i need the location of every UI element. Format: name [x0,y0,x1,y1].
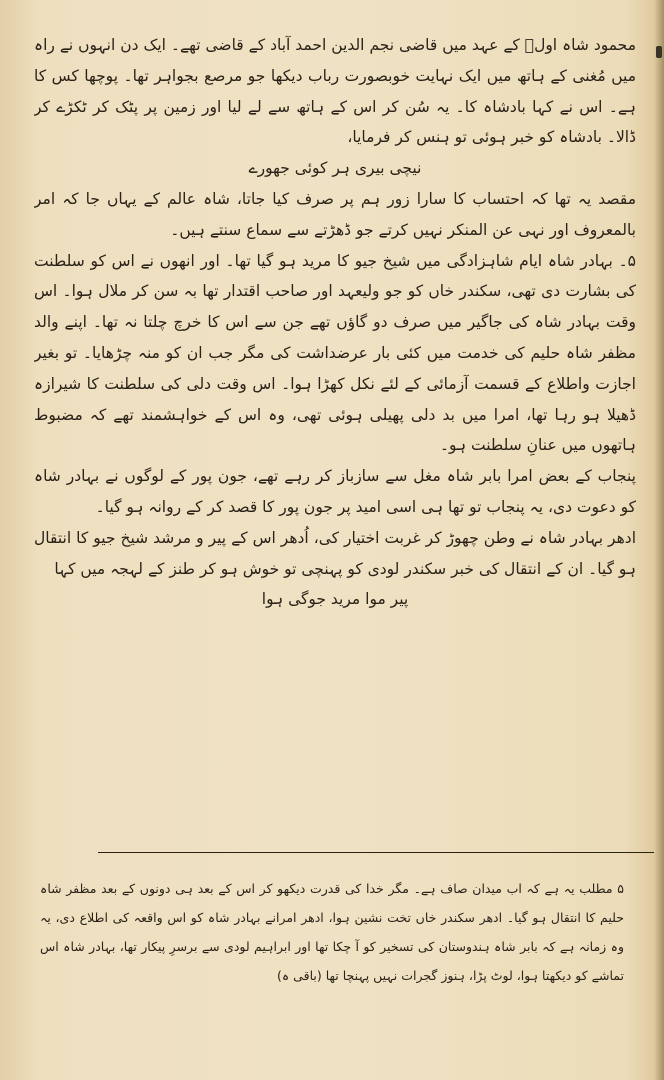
footnote [40,874,624,1054]
proverb-verse: نیچی بیری ہر کوئی جھورے [248,159,422,178]
footnote-text: ۵ مطلب یہ ہے کہ اب میدان صاف ہے۔ مگر خدا کی قدرت دیکھو کر اس کے بعد ہی دونوں کے بعد مظفر شاہ حلیم کا انتقال ہو گیا۔ ادھر سکندر خاں تخت نشین ہوا، ادھر امرانے بہادر شاہ کو اس واقعہ کی اطلاع دی، یہ وہ زمانہ ہے کہ بابر شاہ ہندوستان کی تسخیر کو آ چکا تھا اور ابراہیم لودی سے برسرِ پیکار تھا، بہادر شاہ اس تماشے کو دیکھتا ہوا، لوٹ پڑا، ہنوز گجرات نہیں پہنچا تھا (باقی ہ) [40,881,624,983]
paragraph-explanation: مقصد یہ تھا کہ احتساب کا سارا زور ہم پر صرف کیا جاتا، شاہ عالم کے یہاں جا کہ امر بالمعروف اور نہی عن المنکر نہیں کرتے جو ڈھڑتے سے سماع سنتے ہیں۔ [34,189,636,239]
paragraph-bahadur-shah: ۵۔ بہادر شاہ ایام شاہزادگی میں شیخ جیو کا مرید ہو گیا تھا۔ اور انھوں نے اس کو سلطنت کی بشارت دی تھی، سکندر خاں کو جو ولیعہد اور صاحب اقتدار تھا بہ سن کر ملال ہوا۔ اس وقت بہادر شاہ کی جاگیر میں صرف دو گاؤں تھے جن سے اس کا خرچ چلتا نہ تھا۔ اپنے والد مظفر شاہ حلیم کی خدمت میں کئی بار عرضداشت کی مگر جب ان کو منہ چڑھایا۔ تو بغیر اجازت واطلاع کے قسمت آزمائی کے لئے نکل کھڑا ہوا۔ اس وقت دلی کی سلطنت کا شیرازہ ڈھیلا ہو رہا تھا، امرا میں بد دلی پھیلی ہوئی تھی، وہ اس کے خواہشمند تھے کہ مضبوط ہاتھوں میں عنانِ سلطنت ہو۔ [34,251,636,455]
page-edge-shadow [654,0,664,1080]
main-text [34,30,636,850]
paragraph-qazi-story: محمود شاہ اولؒ کے عہد میں قاضی نجم الدین احمد آباد کے قاضی تھے۔ ایک دن انہوں نے راہ میں مُغنی کے ہاتھ میں ایک نہایت خوبصورت رباب دیکھا جو مرصع بجواہر تھا۔ پوچھا کس کا ہے۔ اس نے کہا بادشاہ کا۔ یہ سُن کر اس کے ہاتھ سے لے لیا اور زمین پر پٹک کر ٹکڑے کر ڈالا۔ بادشاہ کو خبر ہوئی تو ہنس کر فرمایا، [34,36,636,147]
paragraph-punjab: پنجاب کے بعض امرا بابر شاہ مغل سے سازباز کر رہے تھے، جون پور کے لوگوں نے بہادر شاہ کو دعوت دی، یہ پنجاب تو تھا ہی اسی امید پر جون پور کا قصد کر کے روانہ ہو گیا۔ [34,467,636,516]
closing-verse: پیر موا مرید جوگی ہوا [261,590,409,609]
footnote-divider [98,852,654,853]
binding-mark [656,46,662,58]
paragraph-shaikh-jiu: ادھر بہادر شاہ نے وطن چھوڑ کر غربت اختیار کی، اُدھر اس کے پیر و مرشد شیخ جیو کا انتقال ہو گیا۔ ان کے انتقال کی خبر سکندر لودی کو پہنچی تو خوش ہو کر طنز کے لہجہ میں کہا [34,528,636,578]
